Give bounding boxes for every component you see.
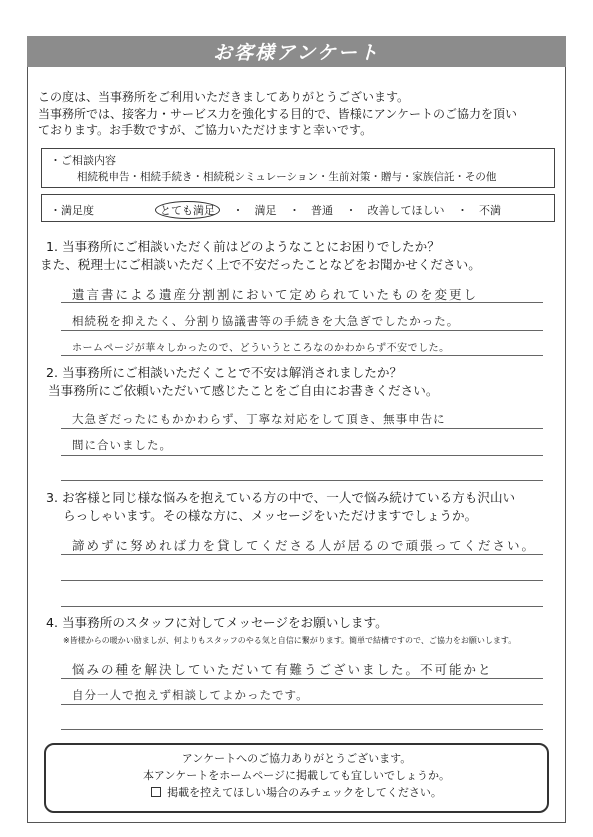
consultation-option[interactable]: ・相続税シミュレーション: [192, 171, 318, 183]
consultation-option-selected[interactable]: 相続税申告: [77, 171, 130, 183]
closing-thanks: アンケートへのご協力ありがとうございます。: [181, 752, 412, 765]
question-3: [46, 489, 515, 525]
consultation-option[interactable]: ・その他: [454, 171, 497, 183]
satisfaction-option-selected[interactable]: とても満足: [155, 201, 220, 219]
satisfaction-option[interactable]: ・ 普通: [289, 204, 333, 217]
answer-line[interactable]: [61, 428, 543, 429]
answer-text: 諦めずに努めれば力を貸してくださる人が居るので頑張ってください。: [72, 538, 537, 553]
answer-text: 遺言書による遺産分割割において定められていたものを変更し: [72, 287, 479, 302]
question-text: 4. 当事務所のスタッフに対してメッセージをお願いします。: [46, 615, 388, 630]
question-text: 当事務所にご依頼いただいて感じたことをご自由にお書きください。: [48, 383, 439, 398]
intro-text: [38, 89, 517, 139]
answer-line[interactable]: [61, 480, 543, 481]
consultation-label: ・ご相談内容: [50, 154, 116, 167]
answer-line[interactable]: [61, 455, 543, 456]
question-text: また、税理士にご相談いただく上で不安だったことなどをお聞かせください。: [40, 257, 481, 272]
answer-line[interactable]: [61, 355, 543, 356]
satisfaction-options: [159, 202, 510, 218]
intro-line: 当事務所では、接客力・サービス力を強化する目的で、皆様にアンケートのご協力を頂い: [38, 106, 518, 121]
answer-text: 相続税を抑えたく、分割り協議書等の手続きを大急ぎでしたかった。: [72, 314, 460, 328]
satisfaction-option[interactable]: ・ 不満: [457, 204, 501, 217]
answer-line[interactable]: [61, 330, 543, 331]
publish-opt-out: [46, 784, 547, 801]
answer-line[interactable]: [61, 554, 543, 555]
question-text: らっしゃいます。その様な方に、メッセージをいただけますでしょうか。: [63, 508, 478, 523]
answer-text: 間に合いました。: [72, 438, 172, 452]
question-1: [40, 238, 481, 274]
consultation-box: [41, 148, 555, 188]
answer-line[interactable]: [61, 678, 543, 679]
satisfaction-box: [41, 194, 555, 222]
consultation-option[interactable]: ・生前対策: [317, 171, 371, 183]
question-text: 3. お客様と同じ様な悩みを抱えている方の中で、一人で悩み続けている方も沢山い: [46, 490, 516, 505]
answer-line[interactable]: [61, 302, 543, 303]
answer-text: ホームページが華々しかったので、どういうところなのかわからず不安でした。: [72, 343, 450, 354]
question-4: [46, 614, 516, 647]
answer-line[interactable]: [61, 729, 543, 730]
consultation-option[interactable]: ・贈与: [370, 171, 402, 183]
intro-line: ております。お手数ですが、ご協力いただけますと幸いです。: [38, 123, 373, 137]
question-text: 2. 当事務所にご相談いただくことで不安は解消されましたか？: [46, 365, 403, 380]
satisfaction-option[interactable]: ・ 改善してほしい: [345, 204, 445, 217]
closing-box: [44, 743, 549, 813]
answer-line[interactable]: [61, 704, 543, 705]
consultation-option[interactable]: ・相続手続き: [129, 171, 193, 183]
consultation-option[interactable]: ・家族信託: [401, 171, 455, 183]
answer-text: 大急ぎだったにもかかわらず、丁寧な対応をして頂き、無事申告に: [72, 412, 446, 426]
answer-line[interactable]: [61, 606, 543, 607]
answer-text: 悩みの種を解決していただいて有難うございました。不可能かと: [72, 662, 493, 677]
consultation-options: [77, 169, 496, 184]
survey-title: お客様アンケート: [27, 36, 566, 67]
question-text: 1. 当事務所にご相談いただく前はどのようなことにお困りでしたか？: [46, 239, 440, 254]
question-2: [46, 364, 438, 400]
answer-text: 自分一人で抱えず相談してよかったです。: [72, 688, 309, 702]
opt-out-label: 掲載を控えてほしい場合のみチェックをしてください。: [167, 786, 442, 799]
intro-line: この度は、当事務所をご利用いただきましてありがとうございます。: [38, 90, 410, 104]
satisfaction-label: ・満足度: [50, 204, 94, 217]
answer-line[interactable]: [61, 580, 543, 581]
closing-question: 本アンケートをホームページに掲載しても宜しいでしょうか。: [142, 769, 451, 782]
question-note: ※皆様からの暖かい励ましが、何よりもスタッフのやる気と自信に繋がります。簡単で結構ですので、ご協力をお願いします。: [63, 636, 517, 645]
satisfaction-option[interactable]: ・ 満足: [232, 204, 277, 217]
opt-out-checkbox[interactable]: [151, 787, 161, 797]
